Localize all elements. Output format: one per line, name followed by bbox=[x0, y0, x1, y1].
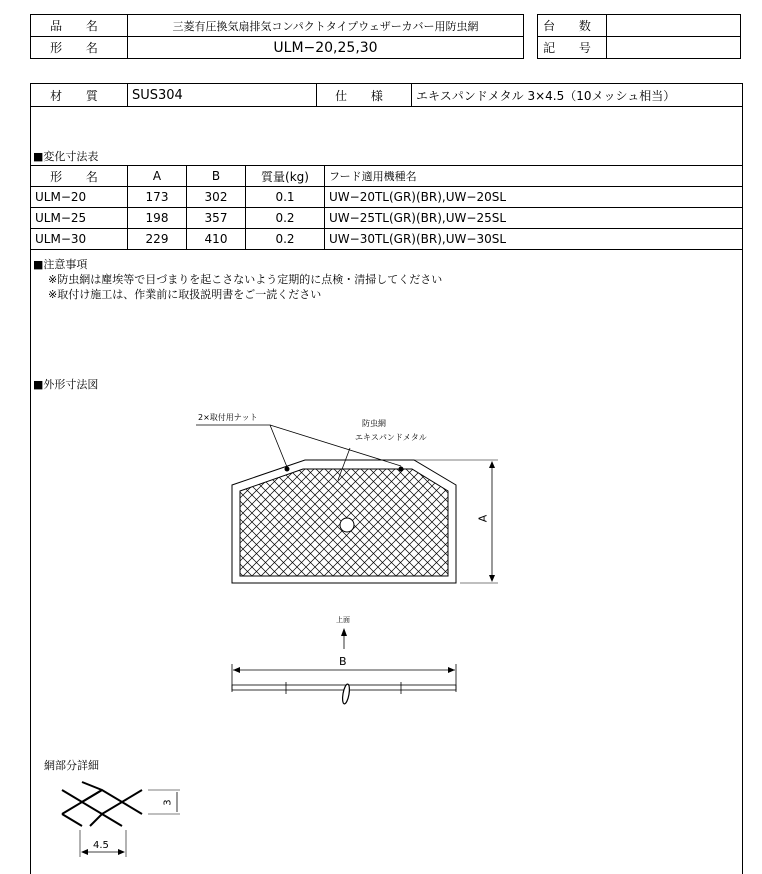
cell-mass: 0.2 bbox=[246, 229, 325, 250]
top-face-label: 上面 bbox=[336, 616, 350, 624]
header-a: A bbox=[128, 166, 187, 187]
nut-label: 2×取付用ナット bbox=[198, 413, 258, 422]
mesh-detail-title: 網部分詳細 bbox=[44, 759, 99, 772]
product-name-value: 三菱有圧換気扇排気コンパクトタイプウェザーカバー用防虫網 bbox=[128, 15, 524, 37]
cell-b: 410 bbox=[187, 229, 246, 250]
product-name-label: 品 名 bbox=[31, 15, 128, 37]
nut-leader bbox=[196, 425, 287, 467]
cell-hood: UW−25TL(GR)(BR),UW−25SL bbox=[325, 208, 743, 229]
material-label: 材 質 bbox=[31, 84, 128, 107]
mark-label: 記 号 bbox=[538, 37, 607, 59]
mesh-sub-label: エキスパンドメタル bbox=[355, 433, 427, 442]
cell-b: 302 bbox=[187, 187, 246, 208]
header-model: 形 名 bbox=[31, 166, 128, 187]
spec-value: エキスパンドメタル 3×4.5（10メッシュ相当） bbox=[412, 84, 743, 107]
cell-a: 198 bbox=[128, 208, 187, 229]
dimension-b-label: B bbox=[339, 655, 347, 668]
cell-mass: 0.2 bbox=[246, 208, 325, 229]
cell-mass: 0.1 bbox=[246, 187, 325, 208]
note-item: ※防虫網は塵埃等で目づまりを起こさないよう定期的に点検・清掃してください bbox=[48, 273, 443, 286]
cell-b: 357 bbox=[187, 208, 246, 229]
header-b: B bbox=[187, 166, 246, 187]
material-value: SUS304 bbox=[128, 84, 317, 107]
dimension-a-label: A bbox=[476, 514, 490, 523]
cell-a: 229 bbox=[128, 229, 187, 250]
spec-label: 仕 様 bbox=[317, 84, 412, 107]
quantity-label: 台 数 bbox=[538, 15, 607, 37]
model-label: 形 名 bbox=[31, 37, 128, 59]
side-hole bbox=[341, 684, 350, 705]
cell-hood: UW−20TL(GR)(BR),UW−20SL bbox=[325, 187, 743, 208]
mesh-label: 防虫網 bbox=[362, 419, 386, 428]
cell-model: ULM−25 bbox=[31, 208, 128, 229]
detail-dimension-45: 4.5 bbox=[93, 840, 109, 851]
detail-dimension-3: 3 bbox=[162, 799, 174, 806]
nut-left-icon bbox=[285, 467, 290, 472]
cell-a: 173 bbox=[128, 187, 187, 208]
nut-right-icon bbox=[399, 467, 404, 472]
note-item: ※取付け施工は、作業前に取扱説明書をご一読ください bbox=[48, 288, 322, 301]
cell-model: ULM−20 bbox=[31, 187, 128, 208]
center-hole bbox=[340, 518, 354, 532]
notes-title: ■注意事項 bbox=[33, 258, 88, 271]
drawing-title: ■外形寸法図 bbox=[33, 378, 99, 391]
mesh-detail-drawing bbox=[62, 782, 142, 826]
model-value: ULM−20,25,30 bbox=[128, 37, 524, 59]
header-hood: フード適用機種名 bbox=[325, 166, 743, 187]
header-mass: 質量(kg) bbox=[246, 166, 325, 187]
dimension-table-title: ■変化寸法表 bbox=[33, 150, 99, 163]
cell-hood: UW−30TL(GR)(BR),UW−30SL bbox=[325, 229, 743, 250]
cell-model: ULM−30 bbox=[31, 229, 128, 250]
